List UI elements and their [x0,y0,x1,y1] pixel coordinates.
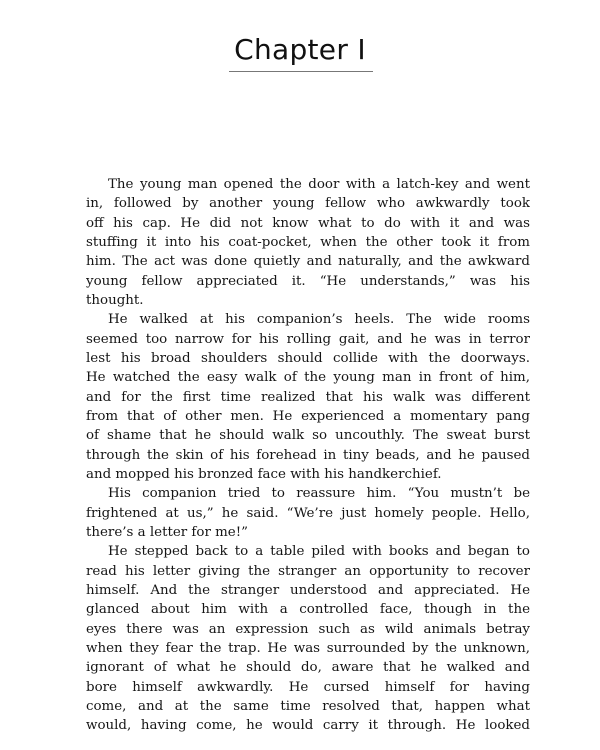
text-line: stuffing it into his coat-pocket, when the other took it from [86,234,530,250]
text-line: off his cap. He did not know what to do with it and was [86,215,530,231]
text-line: young fellow appreciated it. “He understands,” was his [86,273,530,289]
text-line: frightened at us,” he said. “We’re just homely people. Hello, [86,505,530,521]
text-line: eyes there was an expression such as wild animals betray [86,621,530,637]
text-line: would, having come, he would carry it through. He looked [86,718,530,734]
text-line: He walked at his companion’s heels. The wide rooms [108,312,530,328]
text-line: bore himself awkwardly. He cursed himself for having [86,679,530,695]
text-line: come, and at the same time resolved that, happen what [86,698,530,714]
text-line: and mopped his bronzed face with his handkerchief. [86,466,442,482]
text-line: He watched the easy walk of the young man in front of him, [86,370,530,386]
text-line: glanced about him with a controlled face, though in the [86,602,530,618]
text-line: of shame that he should walk so uncouthly. The sweat burst [86,428,530,444]
text-line: lest his broad shoulders should collide with the doorways. [86,350,530,366]
text-line: there’s a letter for me!” [86,524,248,540]
title-underline [229,71,373,72]
text-line: himself. And the stranger understood and appreciated. He [86,582,530,598]
text-line: from that of other men. He experienced a momentary pang [86,408,530,424]
chapter-title: Chapter I [234,33,366,66]
text-line: through the skin of his forehead in tiny beads, and he paused [86,447,530,463]
text-line: thought. [86,292,144,308]
text-line: The young man opened the door with a latch-key and went [108,177,530,192]
text-line: seemed too narrow for his rolling gait, and he was in terror [86,331,530,347]
text-line: him. The act was done quietly and naturally, and the awkward [86,254,530,270]
text-line: read his letter giving the stranger an opportunity to recover [86,563,530,579]
text-line: His companion tried to reassure him. “You mustn’t be [108,486,530,502]
text-line: ignorant of what he should do, aware that he walked and [86,660,530,676]
text-line: He stepped back to a table piled with books and began to [108,544,530,560]
chapter-body-text [86,175,530,736]
text-line: in, followed by another young fellow who awkwardly took [86,196,530,212]
text-line: when they fear the trap. He was surrounded by the unknown, [86,640,530,656]
text-line: and for the first time realized that his walk was different [86,389,530,405]
